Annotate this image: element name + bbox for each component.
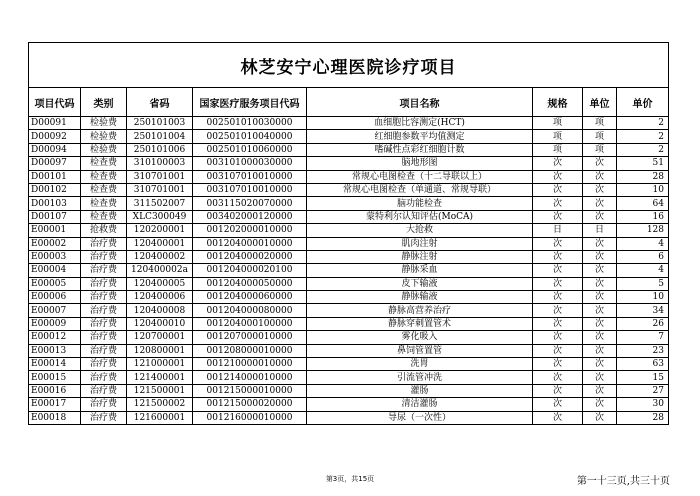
cell-item-name: 嗜碱性点彩红细胞计数 xyxy=(307,143,533,156)
table-row xyxy=(29,130,669,143)
table-row xyxy=(29,170,669,183)
cell-item-name: 静脉采血 xyxy=(307,264,533,277)
cell-price: 28 xyxy=(617,170,669,183)
cell-province-code: 250101003 xyxy=(127,117,193,130)
table-body xyxy=(29,117,669,425)
cell-category: 治疗费 xyxy=(81,317,127,330)
cell-unit: 次 xyxy=(583,358,617,371)
cell-item-name: 常规心电图检查（十二导联以上） xyxy=(307,170,533,183)
cell-national-code: 001215000020000 xyxy=(193,398,307,411)
cell-province-code: 120400010 xyxy=(127,317,193,330)
cell-unit: 次 xyxy=(583,237,617,250)
cell-spec: 次 xyxy=(533,264,583,277)
header-item-name: 项目名称 xyxy=(307,88,533,117)
cell-province-code: 121500002 xyxy=(127,398,193,411)
cell-province-code: 310100003 xyxy=(127,157,193,170)
cell-unit: 次 xyxy=(583,157,617,170)
cell-national-code: 001204000060000 xyxy=(193,291,307,304)
cell-national-code: 001208000010000 xyxy=(193,344,307,357)
cell-item-name: 洗胃 xyxy=(307,358,533,371)
cell-category: 治疗费 xyxy=(81,358,127,371)
table-row xyxy=(29,344,669,357)
cell-item-name: 静脉注射 xyxy=(307,250,533,263)
cell-category: 检查费 xyxy=(81,210,127,223)
cell-unit: 次 xyxy=(583,291,617,304)
header-unit: 单位 xyxy=(583,88,617,117)
cell-spec: 次 xyxy=(533,197,583,210)
cell-item-code: E00003 xyxy=(29,250,81,263)
cell-province-code: 120400001 xyxy=(127,237,193,250)
table-row xyxy=(29,317,669,330)
cell-province-code: 311502007 xyxy=(127,197,193,210)
cell-item-name: 常规心电图检查（单通道、常规导联） xyxy=(307,183,533,196)
cell-national-code: 001207000010000 xyxy=(193,331,307,344)
cell-item-code: E00002 xyxy=(29,237,81,250)
cell-unit: 次 xyxy=(583,170,617,183)
cell-category: 治疗费 xyxy=(81,331,127,344)
cell-item-code: D00103 xyxy=(29,197,81,210)
cell-item-code: E00007 xyxy=(29,304,81,317)
cell-item-code: E00016 xyxy=(29,384,81,397)
cell-national-code: 003107010010000 xyxy=(193,183,307,196)
cell-province-code: 121400001 xyxy=(127,371,193,384)
cell-price: 15 xyxy=(617,371,669,384)
cell-item-code: E00012 xyxy=(29,331,81,344)
cell-national-code: 003101000030000 xyxy=(193,157,307,170)
cell-unit: 次 xyxy=(583,411,617,424)
table-row xyxy=(29,157,669,170)
cell-unit: 次 xyxy=(583,344,617,357)
cell-category: 检验费 xyxy=(81,117,127,130)
cell-national-code: 001204000050000 xyxy=(193,277,307,290)
cell-unit: 日 xyxy=(583,224,617,237)
table-header-row xyxy=(29,88,669,117)
cell-national-code: 001204000080000 xyxy=(193,304,307,317)
header-spec: 规格 xyxy=(533,88,583,117)
cell-spec: 次 xyxy=(533,344,583,357)
table-row xyxy=(29,411,669,424)
page-number: 第3页，共15页 xyxy=(325,475,375,483)
table-row xyxy=(29,143,669,156)
cell-item-code: D00102 xyxy=(29,183,81,196)
cell-unit: 次 xyxy=(583,264,617,277)
cell-spec: 次 xyxy=(533,157,583,170)
cell-national-code: 003115020070000 xyxy=(193,197,307,210)
cell-national-code: 001204000020000 xyxy=(193,250,307,263)
cell-item-code: D00091 xyxy=(29,117,81,130)
table-row xyxy=(29,398,669,411)
cell-item-name: 皮下输液 xyxy=(307,277,533,290)
cell-item-code: E00013 xyxy=(29,344,81,357)
cell-unit: 次 xyxy=(583,277,617,290)
cell-item-name: 肌肉注射 xyxy=(307,237,533,250)
cell-spec: 次 xyxy=(533,250,583,263)
cell-price: 2 xyxy=(617,143,669,156)
cell-category: 治疗费 xyxy=(81,344,127,357)
cell-province-code: 310701001 xyxy=(127,183,193,196)
cell-item-name: 脑地形图 xyxy=(307,157,533,170)
table-row xyxy=(29,250,669,263)
header-province-code: 省码 xyxy=(127,88,193,117)
cell-price: 30 xyxy=(617,398,669,411)
cell-national-code: 002501010060000 xyxy=(193,143,307,156)
cell-province-code: 120200001 xyxy=(127,224,193,237)
table-row xyxy=(29,224,669,237)
cell-item-name: 灌肠 xyxy=(307,384,533,397)
cell-province-code: 120400002a xyxy=(127,264,193,277)
cell-spec: 项 xyxy=(533,143,583,156)
cell-category: 治疗费 xyxy=(81,371,127,384)
cell-province-code: 121500001 xyxy=(127,384,193,397)
table-row xyxy=(29,277,669,290)
cell-price: 2 xyxy=(617,130,669,143)
table-row xyxy=(29,304,669,317)
cell-province-code: 120400006 xyxy=(127,291,193,304)
cell-unit: 项 xyxy=(583,130,617,143)
cell-unit: 次 xyxy=(583,183,617,196)
cell-province-code: 120400002 xyxy=(127,250,193,263)
cell-price: 7 xyxy=(617,331,669,344)
cell-price: 4 xyxy=(617,264,669,277)
cell-item-name: 蒙特利尔认知评估(MoCA) xyxy=(307,210,533,223)
cell-category: 治疗费 xyxy=(81,291,127,304)
cell-category: 抢救费 xyxy=(81,224,127,237)
cell-price: 64 xyxy=(617,197,669,210)
cell-item-name: 雾化吸入 xyxy=(307,331,533,344)
cell-province-code: 121000001 xyxy=(127,358,193,371)
cell-spec: 次 xyxy=(533,291,583,304)
cell-price: 2 xyxy=(617,117,669,130)
cell-unit: 次 xyxy=(583,317,617,330)
cell-item-name: 导尿（一次性） xyxy=(307,411,533,424)
cell-national-code: 001214000010000 xyxy=(193,371,307,384)
cell-item-name: 引流管冲洗 xyxy=(307,371,533,384)
cell-price: 128 xyxy=(617,224,669,237)
cell-price: 34 xyxy=(617,304,669,317)
cell-national-code: 001210000010000 xyxy=(193,358,307,371)
cell-spec: 次 xyxy=(533,384,583,397)
header-price: 单价 xyxy=(617,88,669,117)
cell-unit: 次 xyxy=(583,210,617,223)
table-row xyxy=(29,371,669,384)
cell-price: 26 xyxy=(617,317,669,330)
cell-item-name: 脑功能检查 xyxy=(307,197,533,210)
cell-price: 28 xyxy=(617,411,669,424)
cell-category: 检验费 xyxy=(81,130,127,143)
cell-item-code: E00009 xyxy=(29,317,81,330)
cell-price: 51 xyxy=(617,157,669,170)
cell-item-code: D00092 xyxy=(29,130,81,143)
cell-national-code: 002501010040000 xyxy=(193,130,307,143)
cell-item-code: E00015 xyxy=(29,371,81,384)
cell-spec: 次 xyxy=(533,398,583,411)
cell-province-code: 121600001 xyxy=(127,411,193,424)
cell-item-name: 鼻饲管置管 xyxy=(307,344,533,357)
fee-table xyxy=(28,42,669,425)
cell-item-code: E00001 xyxy=(29,224,81,237)
cell-price: 10 xyxy=(617,183,669,196)
cell-spec: 次 xyxy=(533,170,583,183)
cell-item-code: D00094 xyxy=(29,143,81,156)
table-row xyxy=(29,117,669,130)
cell-price: 10 xyxy=(617,291,669,304)
cell-price: 23 xyxy=(617,344,669,357)
table-row xyxy=(29,210,669,223)
header-item-code: 项目代码 xyxy=(29,88,81,117)
cell-item-code: E00005 xyxy=(29,277,81,290)
header-category: 类别 xyxy=(81,88,127,117)
cell-item-code: E00006 xyxy=(29,291,81,304)
cell-category: 检查费 xyxy=(81,183,127,196)
sheet-number: 第一十三页,共三十页 xyxy=(576,476,670,487)
cell-spec: 项 xyxy=(533,130,583,143)
cell-spec: 次 xyxy=(533,304,583,317)
cell-item-name: 静脉输液 xyxy=(307,291,533,304)
table-row xyxy=(29,183,669,196)
cell-spec: 次 xyxy=(533,371,583,384)
cell-national-code: 003402000120000 xyxy=(193,210,307,223)
cell-item-code: D00101 xyxy=(29,170,81,183)
cell-spec: 次 xyxy=(533,411,583,424)
cell-category: 治疗费 xyxy=(81,264,127,277)
table-row xyxy=(29,384,669,397)
cell-unit: 次 xyxy=(583,398,617,411)
cell-category: 治疗费 xyxy=(81,237,127,250)
cell-spec: 次 xyxy=(533,210,583,223)
cell-item-code: E00004 xyxy=(29,264,81,277)
cell-national-code: 003107010010000 xyxy=(193,170,307,183)
cell-unit: 次 xyxy=(583,304,617,317)
cell-category: 治疗费 xyxy=(81,398,127,411)
cell-spec: 次 xyxy=(533,237,583,250)
table-row xyxy=(29,197,669,210)
cell-spec: 次 xyxy=(533,358,583,371)
cell-national-code: 001202000010000 xyxy=(193,224,307,237)
cell-price: 63 xyxy=(617,358,669,371)
cell-unit: 次 xyxy=(583,371,617,384)
cell-spec: 次 xyxy=(533,183,583,196)
cell-spec: 次 xyxy=(533,317,583,330)
cell-category: 检查费 xyxy=(81,170,127,183)
cell-category: 治疗费 xyxy=(81,384,127,397)
cell-category: 治疗费 xyxy=(81,304,127,317)
cell-item-name: 大抢救 xyxy=(307,224,533,237)
cell-price: 4 xyxy=(617,237,669,250)
cell-province-code: 120400005 xyxy=(127,277,193,290)
table-row xyxy=(29,358,669,371)
cell-province-code: 120700001 xyxy=(127,331,193,344)
cell-unit: 次 xyxy=(583,384,617,397)
cell-category: 治疗费 xyxy=(81,250,127,263)
header-national-code: 国家医疗服务项目代码 xyxy=(193,88,307,117)
cell-category: 治疗费 xyxy=(81,277,127,290)
cell-item-code: D00097 xyxy=(29,157,81,170)
page-title: 林芝安宁心理医院诊疗项目 xyxy=(29,43,669,88)
cell-unit: 次 xyxy=(583,197,617,210)
cell-price: 16 xyxy=(617,210,669,223)
cell-national-code: 001204000010000 xyxy=(193,237,307,250)
cell-national-code: 002501010030000 xyxy=(193,117,307,130)
cell-price: 5 xyxy=(617,277,669,290)
cell-price: 27 xyxy=(617,384,669,397)
table-row xyxy=(29,291,669,304)
cell-province-code: 120800001 xyxy=(127,344,193,357)
cell-spec: 次 xyxy=(533,277,583,290)
cell-national-code: 001204000100000 xyxy=(193,317,307,330)
table-row xyxy=(29,331,669,344)
cell-category: 检查费 xyxy=(81,157,127,170)
cell-item-code: D00107 xyxy=(29,210,81,223)
cell-category: 检查费 xyxy=(81,197,127,210)
cell-item-name: 血细胞比容测定(HCT) xyxy=(307,117,533,130)
cell-category: 治疗费 xyxy=(81,411,127,424)
cell-item-code: E00018 xyxy=(29,411,81,424)
cell-unit: 次 xyxy=(583,331,617,344)
cell-unit: 项 xyxy=(583,143,617,156)
fee-sheet xyxy=(28,42,668,425)
cell-item-name: 清洁灌肠 xyxy=(307,398,533,411)
cell-category: 检验费 xyxy=(81,143,127,156)
cell-item-code: E00017 xyxy=(29,398,81,411)
cell-unit: 次 xyxy=(583,250,617,263)
cell-province-code: XLC300049 xyxy=(127,210,193,223)
cell-price: 6 xyxy=(617,250,669,263)
cell-unit: 项 xyxy=(583,117,617,130)
cell-national-code: 001215000010000 xyxy=(193,384,307,397)
cell-national-code: 001204000020100 xyxy=(193,264,307,277)
cell-province-code: 250101004 xyxy=(127,130,193,143)
cell-province-code: 310701001 xyxy=(127,170,193,183)
cell-spec: 次 xyxy=(533,331,583,344)
table-row xyxy=(29,237,669,250)
cell-item-name: 静脉穿刺置管术 xyxy=(307,317,533,330)
cell-item-code: E00014 xyxy=(29,358,81,371)
cell-spec: 项 xyxy=(533,117,583,130)
cell-national-code: 001216000010000 xyxy=(193,411,307,424)
table-row xyxy=(29,264,669,277)
cell-spec: 日 xyxy=(533,224,583,237)
cell-item-name: 红细胞参数平均值测定 xyxy=(307,130,533,143)
cell-province-code: 120400008 xyxy=(127,304,193,317)
cell-item-name: 静脉高营养治疗 xyxy=(307,304,533,317)
cell-province-code: 250101006 xyxy=(127,143,193,156)
